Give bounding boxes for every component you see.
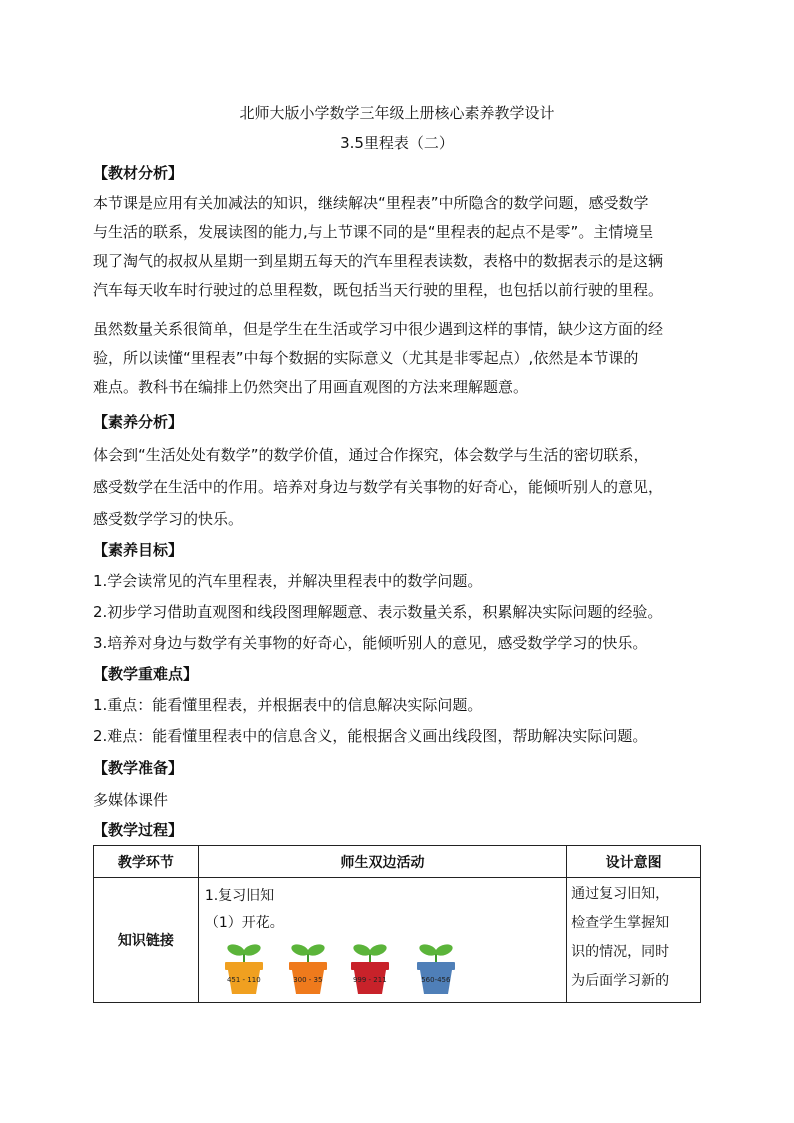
column-header-intent: 设计意图 [567, 846, 701, 878]
section-heading-preparation: 【教学准备】 [93, 759, 184, 777]
document-title: 北师大版小学数学三年级上册核心素养教学设计 [239, 104, 555, 122]
lesson-title: 3.5里程表（二） [340, 134, 454, 152]
intent-line: 识的情况，同时 [571, 944, 670, 960]
flower-pot[interactable] [221, 940, 267, 996]
column-header-activity: 师生双边活动 [198, 846, 566, 878]
paragraph-line: 现了淘气的叔叔从星期一到星期五每天的汽车里程表读数，表格中的数据表示的是这辆 [93, 252, 664, 270]
paragraph-line: 验，所以读懂“里程表”中每个数据的实际意义（尤其是非零起点）,依然是本节课的 [93, 349, 639, 367]
column-header-stage: 教学环节 [94, 846, 199, 878]
stage-cell: 知识链接 [94, 878, 199, 1003]
preparation-text: 多媒体课件 [93, 791, 169, 809]
activity-line: （1）开花。 [204, 915, 284, 931]
section-heading-key-points: 【教学重难点】 [93, 665, 199, 683]
section-heading-process: 【教学过程】 [93, 821, 184, 839]
paragraph-line: 难点。教科书在编排上仍然突出了用画直观图的方法来理解题意。 [93, 378, 529, 396]
goal-item: 3.培养对身边与数学有关事物的好奇心，能倾听别人的意见，感受数学学习的快乐。 [93, 634, 648, 652]
key-point-item: 1.重点：能看懂里程表，并根据表中的信息解决实际问题。 [93, 696, 483, 714]
paragraph-line: 感受数学学习的快乐。 [93, 510, 244, 528]
section-heading-literacy-goals: 【素养目标】 [93, 541, 184, 559]
intent-line: 为后面学习新的 [571, 973, 670, 989]
teaching-process-table [93, 845, 701, 1003]
intent-line: 通过复习旧知， [571, 886, 670, 902]
paragraph-line: 与生活的联系，发展读图的能力,与上节课不同的是“里程表的起点不是零”。主情境呈 [93, 223, 654, 241]
paragraph-line: 感受数学在生活中的作用。培养对身边与数学有关事物的好奇心，能倾听别人的意见， [93, 478, 664, 496]
intent-line: 检查学生掌握知 [571, 915, 670, 931]
flower-pot[interactable] [347, 940, 393, 996]
activity-cell [198, 878, 566, 1003]
goal-item: 1.学会读常见的汽车里程表，并解决里程表中的数学问题。 [93, 572, 483, 590]
paragraph-line: 汽车每天收车时行驶过的总里程数，既包括当天行驶的里程，也包括以前行驶的里程。 [93, 281, 664, 299]
paragraph-line: 本节课是应用有关加减法的知识，继续解决“里程表”中所隐含的数学问题，感受数学 [93, 194, 649, 212]
pot-label: 451 - 110 [226, 976, 261, 984]
table-header-row [94, 846, 701, 878]
flower-pot[interactable] [413, 940, 459, 996]
flower-pot-group [219, 940, 469, 996]
pot-label: 560-456 [421, 976, 451, 984]
section-heading-literacy-analysis: 【素养分析】 [93, 413, 184, 431]
pot-label: 999 - 211 [352, 976, 387, 984]
table-row [94, 878, 701, 1003]
key-point-item: 2.难点：能看懂里程表中的信息含义，能根据含义画出线段图，帮助解决实际问题。 [93, 727, 648, 745]
intent-cell [567, 878, 701, 1003]
pot-label: 300 - 35 [293, 976, 323, 984]
flower-pot[interactable] [285, 940, 331, 996]
paragraph-line: 体会到“生活处处有数学”的数学价值，通过合作探究，体会数学与生活的密切联系， [93, 446, 649, 464]
sprout-pot-icon [347, 940, 393, 996]
sprout-pot-icon [285, 940, 331, 996]
sprout-pot-icon [413, 940, 459, 996]
paragraph-line: 虽然数量关系很简单，但是学生在生活或学习中很少遇到这样的事情，缺少这方面的经 [93, 320, 664, 338]
section-heading-material-analysis: 【教材分析】 [93, 164, 184, 182]
goal-item: 2.初步学习借助直观图和线段图理解题意、表示数量关系，积累解决实际问题的经验。 [93, 603, 663, 621]
activity-line: 1.复习旧知 [204, 888, 275, 904]
sprout-pot-icon [221, 940, 267, 996]
